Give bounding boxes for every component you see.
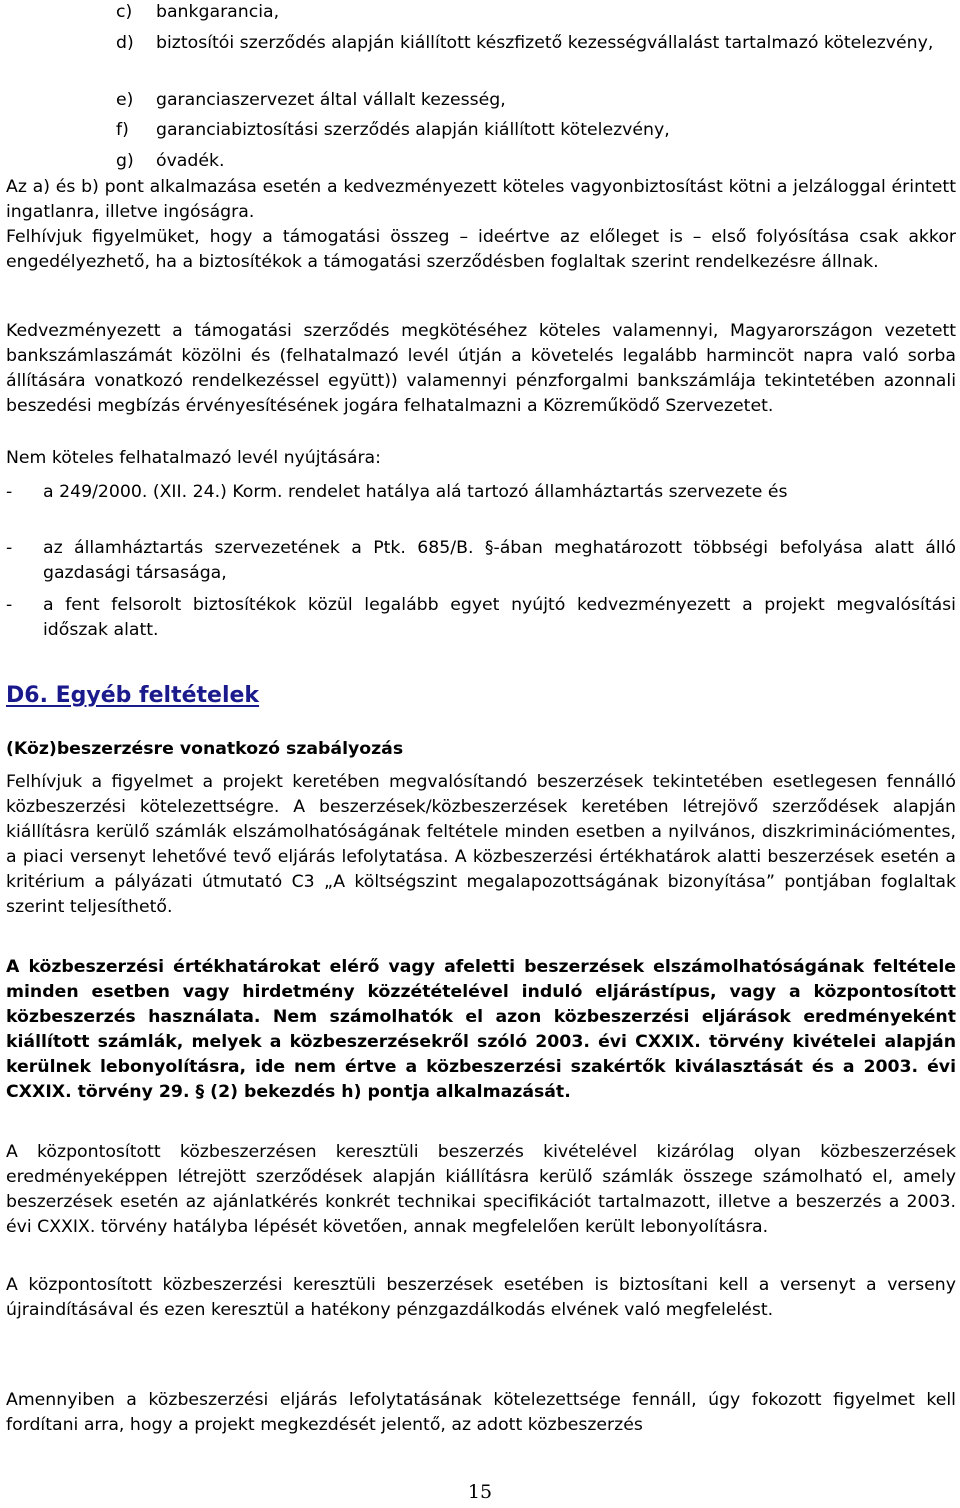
list-marker: e) [116,90,134,110]
list-item [116,149,956,174]
dash-marker: - [6,482,13,502]
paragraph-obligation: Amennyiben a közbeszerzési eljárás lefolytatásának kötelezettsége fennáll, úgy fokozott figyelmet kell fordítani arra, hogy a projekt megkezdését jelentő, az adott közbeszerzés [6,1390,956,1435]
list-marker: d) [116,33,134,53]
list-item [116,88,956,113]
dash-text: a fent felsorolt biztosítékok közül legalább egyet nyújtó kedvezményezett a projekt megvalósítási időszak alatt. [43,595,956,640]
paragraph-centralized: A központosított közbeszerzésen keresztüli beszerzés kivételével kizárólag olyan közbeszerzések eredményeképpen létrejött szerződések alapján kiállításra kerülő számlák összege számolható el, amely beszerzések esetén az ajánlatkérés konkrét technikai specifikációt tartalmazott, illetve a beszerzés a 2003. évi CXXIX. törvény hatályba lépését követően, annak megfelelően került lebonyolításra. [6,1142,956,1237]
list-marker: f) [116,120,129,140]
dash-list-item [6,536,956,586]
list-text: garanciabiztosítási szerződés alapján kiállított kötelezvény, [156,120,670,140]
list-text: óvadék. [156,151,225,171]
dash-marker: - [6,595,13,615]
dash-marker: - [6,538,13,558]
list-marker: c) [116,2,133,22]
section-heading: D6. Egyéb feltételek [6,683,260,708]
dash-list-item [6,593,956,643]
paragraph-bank-accounts: Kedvezményezett a támogatási szerződés megkötéséhez köteles valamennyi, Magyarországon vezetett bankszámlaszámát közölni és (felhatalmazó levél útján a követelés legalább harmincöt napra való sorba állítására vonatkozó rendelkezéssel együtt)) valamennyi pénzforgalmi bankszámlája tekintetében azonnali beszedési megbízás érvényesítésének jogára felhatalmazni a Közreműködő Szervezetet. [6,321,956,416]
list-text: garanciaszervezet által vállalt kezesség, [156,90,506,110]
page-number: 15 [467,1481,493,1503]
list-text: biztosítói szerződés alapján kiállított készfizető kezességvállalást tartalmazó kötelezvény, [156,33,934,53]
paragraph-competition: A központosított közbeszerzési keresztüli beszerzések esetében is biztosítani kell a versenyt a verseny újraindításával és ezen keresztül a hatékony pénzgazdálkodás elvének való megfelelést. [6,1275,956,1320]
paragraph-procurement: Felhívjuk a figyelmet a projekt keretében megvalósítandó beszerzések tekintetében esetlegesen fennálló közbeszerzési kötelezettségre. A beszerzések/közbeszerzések keretében létrejövő szerződések alapján kiállításra kerülő számlák elszámolhatóságának feltétele minden esetben a nyilvános, diszkriminációmentes, a piaci versenyt lehetővé tevő eljárás lefolytatása. A közbeszerzési értékhatárok alatti beszerzések esetén a kritérium a pályázati útmutató C3 „A költségszint megalapozottságának bizonyítása” pontjában foglaltak szerint teljesíthető. [6,772,956,917]
list-item [116,0,956,25]
dash-list-item [6,480,956,505]
list-marker: g) [116,151,134,171]
dash-text: az államháztartás szervezetének a Ptk. 685/B. §-ában meghatározott többségi befolyása alatt álló gazdasági társasága, [43,538,956,583]
subheading: (Köz)beszerzésre vonatkozó szabályozás [6,739,404,759]
paragraph-procurement-rules: A közbeszerzési értékhatárokat elérő vagy afeletti beszerzések elszámolhatóságának feltétele minden esetben vagy hirdetmény közzétételével induló eljárástípus, vagy a központosított közbeszerzés használata. Nem számolhatók el azon közbeszerzési eljárások eredményeként kiállított számlák, melyek a közbeszerzésekről szóló 2003. évi CXXIX. törvény kivételei alapján kerülnek lebonyolításra, ide nem értve a közbeszerzési szakértők kiválasztását és a 2003. évi CXXIX. törvény 29. § (2) bekezdés h) pontja alkalmazását. [6,957,956,1102]
paragraph-advance-payment: Felhívjuk figyelmüket, hogy a támogatási összeg – ideértve az előleget is – első folyósítása csak akkor engedélyezhető, ha a biztosítékok a támogatási szerződésben foglaltak szerint rendelkezésre állnak. [6,227,956,272]
list-item [116,31,956,56]
paragraph-exemptions-intro: Nem köteles felhatalmazó levél nyújtására: [6,448,381,468]
paragraph-insurance: Az a) és b) pont alkalmazása esetén a kedvezményezett köteles vagyonbiztosítást kötni a jelzáloggal érintett ingatlanra, illetve ingóságra. [6,177,956,222]
list-text: bankgarancia, [156,2,280,22]
list-item [116,118,956,143]
dash-text: a 249/2000. (XII. 24.) Korm. rendelet hatálya alá tartozó államháztartás szervezete és [43,482,788,502]
